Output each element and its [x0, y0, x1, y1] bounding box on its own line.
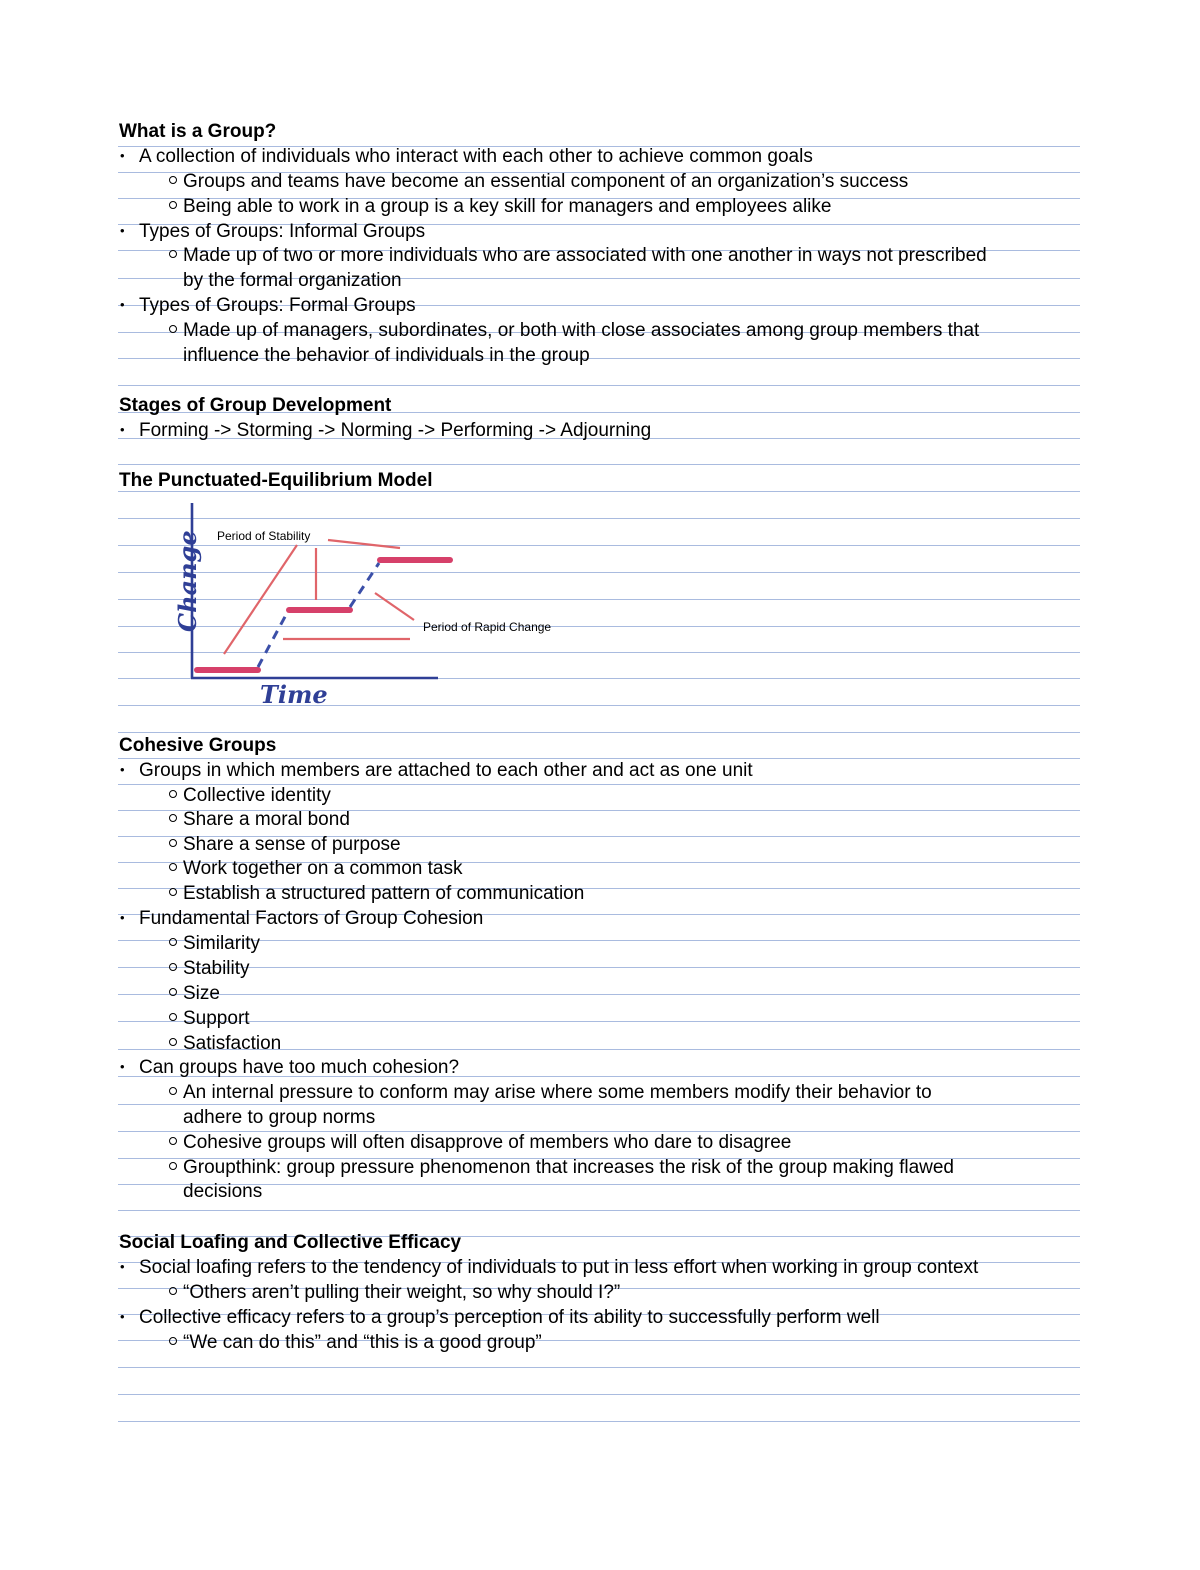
rapid-change-segment — [258, 613, 287, 667]
list-item-continuation: influence the behavior of individuals in the group — [183, 345, 590, 366]
list-item-text: Support — [183, 1008, 250, 1029]
circle-bullet-icon — [169, 1038, 177, 1046]
bullet-icon — [119, 1056, 139, 1081]
list-item — [119, 982, 220, 1006]
list-item-text: Being able to work in a group is a key skill for managers and employees alike — [183, 196, 832, 217]
list-item — [119, 907, 483, 932]
list-item-text: Can groups have too much cohesion? — [139, 1057, 460, 1078]
list-item-text: Fundamental Factors of Group Cohesion — [139, 908, 484, 929]
section-heading: Social Loafing and Collective Efficacy — [119, 1232, 462, 1253]
pointer-line — [328, 540, 400, 548]
section-heading: The Punctuated-Equilibrium Model — [119, 470, 433, 491]
list-item — [119, 957, 250, 981]
bullet-icon — [119, 907, 139, 932]
list-item-text: Social loafing refers to the tendency of individuals to put in less effort when working in group context — [139, 1257, 979, 1278]
section-heading: Stages of Group Development — [119, 395, 392, 416]
list-item — [119, 882, 584, 906]
list-item-text: Forming -> Storming -> Norming -> Performing -> Adjourning — [139, 420, 652, 441]
circle-bullet-icon — [169, 1287, 177, 1295]
circle-bullet-icon — [169, 790, 177, 798]
list-item-text: Cohesive groups will often disapprove of members who dare to disagree — [183, 1132, 792, 1153]
list-item-text: “Others aren’t pulling their weight, so why should I?” — [183, 1282, 621, 1303]
list-item — [119, 1032, 281, 1056]
x-axis-label: Time — [260, 680, 328, 709]
list-item — [119, 857, 463, 881]
list-item-continuation: adhere to group norms — [183, 1107, 376, 1128]
list-item-text: Types of Groups: Formal Groups — [139, 295, 416, 316]
list-item-text: An internal pressure to conform may arise where some members modify their behavior to — [183, 1082, 932, 1103]
list-item-continuation: by the formal organization — [183, 270, 402, 291]
pointer-line — [375, 593, 414, 620]
circle-bullet-icon — [169, 863, 177, 871]
list-item-text: “We can do this” and “this is a good group” — [183, 1332, 542, 1353]
list-item-text: Work together on a common task — [183, 858, 463, 879]
circle-bullet-icon — [169, 839, 177, 847]
list-item-text: Satisfaction — [183, 1033, 282, 1054]
list-item — [119, 1306, 880, 1331]
list-item — [119, 1007, 250, 1031]
circle-bullet-icon — [169, 814, 177, 822]
section-heading: Cohesive Groups — [119, 735, 277, 756]
list-item-text: Similarity — [183, 933, 261, 954]
bullet-icon — [119, 1256, 139, 1281]
list-item-text: Groups in which members are attached to each other and act as one unit — [139, 760, 753, 781]
list-item — [119, 932, 260, 956]
circle-bullet-icon — [169, 988, 177, 996]
list-item-text: Collective identity — [183, 785, 331, 806]
list-item — [119, 1281, 620, 1305]
list-item — [119, 1056, 459, 1081]
list-item — [119, 1331, 542, 1355]
list-item-text: A collection of individuals who interact with each other to achieve common goals — [139, 146, 813, 167]
rapid-change-label: Period of Rapid Change — [423, 620, 552, 634]
list-item-text: Collective efficacy refers to a group’s perception of its ability to successfully perform well — [139, 1307, 880, 1328]
list-item-text: Share a moral bond — [183, 809, 350, 830]
list-item-text: Made up of managers, subordinates, or both with close associates among group members that — [183, 320, 980, 341]
list-item — [119, 833, 401, 857]
list-item — [119, 1256, 978, 1281]
circle-bullet-icon — [169, 888, 177, 896]
list-item — [119, 1131, 791, 1155]
list-item-text: Size — [183, 983, 220, 1004]
list-item-text: Made up of two or more individuals who are associated with one another in ways not prescribed — [183, 245, 987, 266]
circle-bullet-icon — [169, 1337, 177, 1345]
circle-bullet-icon — [169, 1162, 177, 1170]
list-item-text: Stability — [183, 958, 250, 979]
list-item-text: Establish a structured pattern of communication — [183, 883, 585, 904]
stability-label: Period of Stability — [217, 529, 311, 543]
list-item — [119, 784, 331, 808]
list-item-text: Share a sense of purpose — [183, 834, 401, 855]
circle-bullet-icon — [169, 963, 177, 971]
section-heading: What is a Group? — [119, 121, 277, 142]
bullet-icon — [119, 759, 139, 784]
circle-bullet-icon — [169, 1013, 177, 1021]
y-axis-label: Change — [173, 530, 202, 632]
list-item — [119, 1081, 932, 1105]
circle-bullet-icon — [169, 938, 177, 946]
list-item — [119, 808, 350, 832]
bullet-icon — [119, 1306, 139, 1331]
circle-bullet-icon — [169, 1087, 177, 1095]
circle-bullet-icon — [169, 1137, 177, 1145]
list-item-text: Types of Groups: Informal Groups — [139, 221, 426, 242]
pointer-line — [224, 545, 297, 654]
list-item-continuation: decisions — [183, 1181, 263, 1202]
list-item — [119, 759, 753, 784]
list-item — [119, 1156, 954, 1180]
list-item-text: Groups and teams have become an essential component of an organization’s success — [183, 171, 909, 192]
list-item-text: Groupthink: group pressure phenomenon that increases the risk of the group making flawed — [183, 1157, 955, 1178]
rapid-change-segment — [350, 563, 379, 607]
